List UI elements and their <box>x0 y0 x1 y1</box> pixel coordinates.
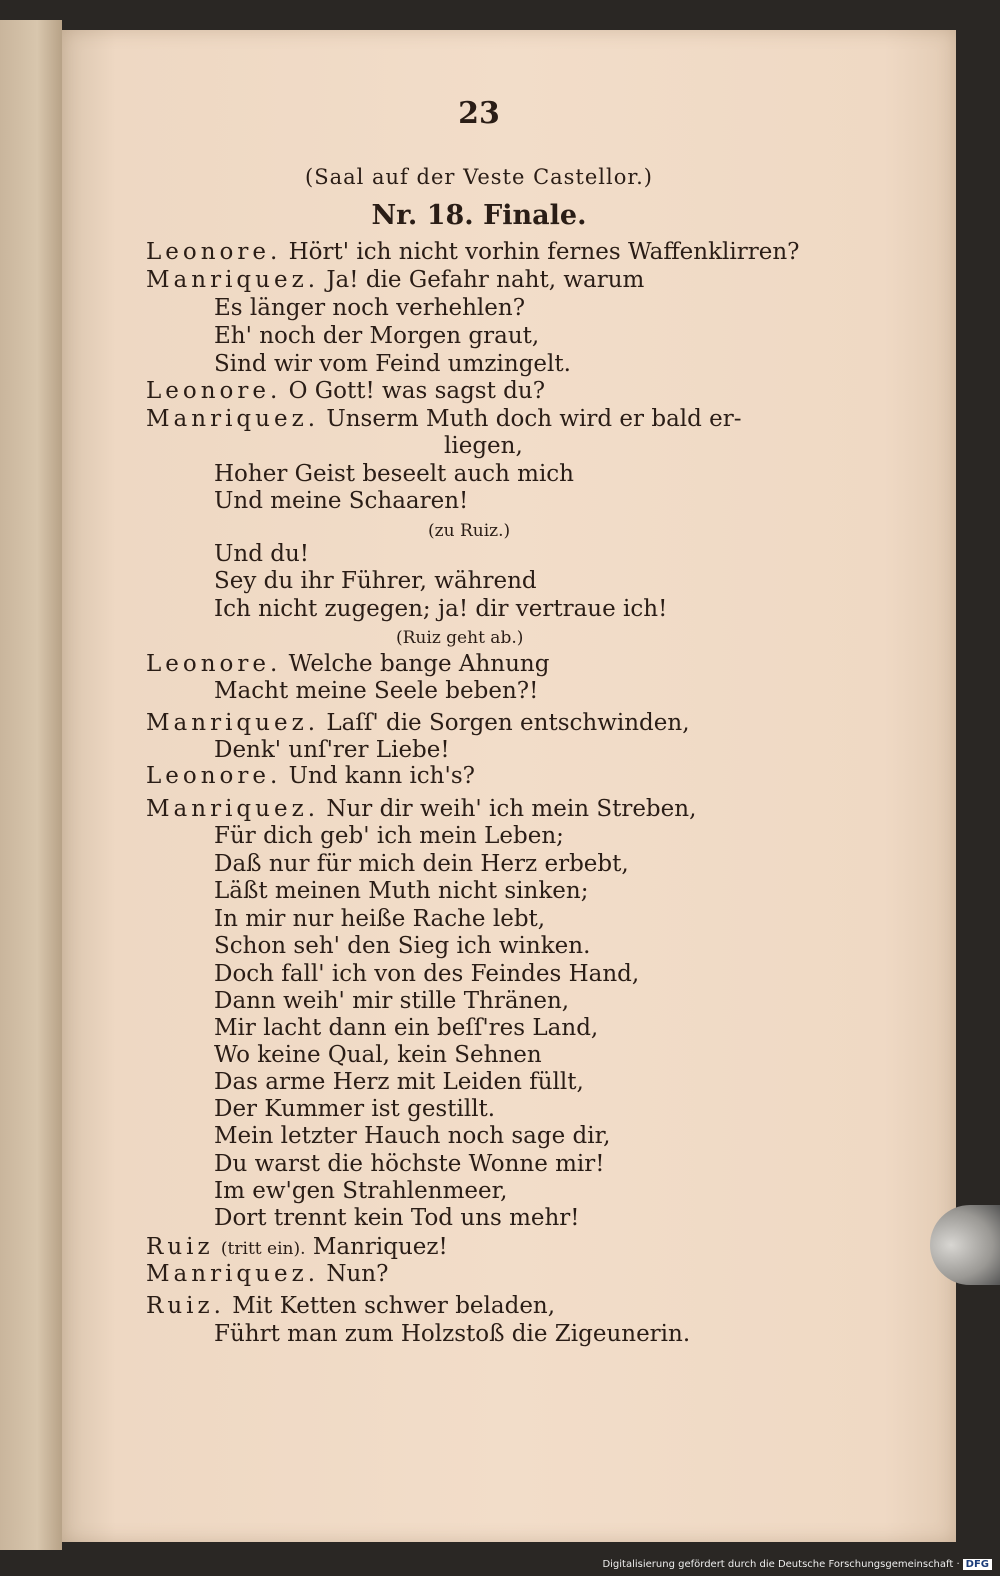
speaker-name: Leonore. <box>146 239 282 265</box>
speaker-name: Manriquez. <box>146 710 320 736</box>
page-clip <box>930 1205 1000 1285</box>
speaker-name: Leonore. <box>146 378 282 404</box>
line-text: Mit Ketten schwer beladen, <box>232 1293 556 1319</box>
text-line: Mir lacht dann ein beſſ'res Land, <box>214 1015 599 1041</box>
text-line: Doch fall' ich von des Feindes Hand, <box>214 961 640 987</box>
text-line: Hoher Geist beseelt auch mich <box>214 461 574 487</box>
line-text: Nun? <box>326 1261 389 1287</box>
page-number: 23 <box>458 96 500 131</box>
speaker-name: Manriquez. <box>146 1261 320 1287</box>
text-line: Schon seh' den Sieg ich winken. <box>214 933 591 959</box>
text-line <box>146 709 690 737</box>
text-line: Sey du ihr Führer, während <box>214 568 537 594</box>
text-line: Im ew'gen Strahlenmeer, <box>214 1178 508 1204</box>
stage-direction: (tritt ein). <box>220 1239 306 1259</box>
text-line <box>146 1233 448 1263</box>
text-line: Ich nicht zugegen; ja! dir vertraue ich! <box>214 596 668 622</box>
text-line: Der Kummer ist gestillt. <box>214 1096 496 1122</box>
speaker-name: Ruiz. <box>146 1293 225 1319</box>
text-line: Das arme Herz mit Leiden füllt, <box>214 1069 584 1095</box>
line-text: Unserm Muth doch wird er bald er- <box>326 406 742 432</box>
text-line <box>146 795 696 823</box>
stage-direction: (zu Ruiz.) <box>428 521 511 541</box>
speaker-name: Leonore. <box>146 651 282 677</box>
text-line: Und meine Schaaren! <box>214 488 469 514</box>
digitization-credit <box>602 1559 992 1570</box>
text-line <box>146 238 799 266</box>
text-line <box>146 405 742 433</box>
text-line <box>146 1292 555 1320</box>
speaker-name: Leonore. <box>146 763 282 789</box>
text-line <box>146 762 475 790</box>
text-line: Denk' unſ'rer Liebe! <box>214 737 450 763</box>
line-text: Laſſ' die Sorgen entschwinden, <box>326 710 690 736</box>
text-line: Läßt meinen Muth nicht sinken; <box>214 878 589 904</box>
line-text: O Gott! was sagst du? <box>288 378 546 404</box>
line-text: Und kann ich's? <box>288 763 475 789</box>
text-line: Macht meine Seele beben?! <box>214 678 539 704</box>
dfg-logo: DFG <box>963 1559 992 1570</box>
text-line: Es länger noch verhehlen? <box>214 295 526 321</box>
text-line: Sind wir vom Feind umzingelt. <box>214 351 571 377</box>
text-line: Führt man zum Holzstoß die Zigeunerin. <box>214 1321 691 1347</box>
text-line: Du warst die höchste Wonne mir! <box>214 1151 605 1177</box>
text-line: Mein letzter Hauch noch sage dir, <box>214 1123 611 1149</box>
text-line <box>146 650 549 678</box>
speaker-name: Manriquez. <box>146 796 320 822</box>
text-line <box>146 266 644 294</box>
speaker-name: Manriquez. <box>146 406 320 432</box>
number-title: Nr. 18. Finale. <box>371 200 587 231</box>
line-text: Manriquez! <box>312 1234 448 1260</box>
credit-text: Digitalisierung gefördert durch die Deutsche Forschungsgemeinschaft · <box>602 1559 960 1570</box>
text-line: Für dich geb' ich mein Leben; <box>214 823 564 849</box>
line-text: Nur dir weih' ich mein Streben, <box>326 796 697 822</box>
stage-direction: (Ruiz geht ab.) <box>396 628 524 648</box>
text-line: Eh' noch der Morgen graut, <box>214 323 540 349</box>
line-text: Hört' ich nicht vorhin fernes Waffenklirren? <box>288 239 800 265</box>
text-line: Dann weih' mir stille Thränen, <box>214 988 570 1014</box>
line-text: Ja! die Gefahr naht, warum <box>326 267 645 293</box>
text-line <box>146 377 545 405</box>
line-text: Welche bange Ahnung <box>288 651 550 677</box>
scene-heading: (Saal auf der Veste Castellor.) <box>305 165 653 189</box>
facing-page-edge <box>0 20 62 1550</box>
speaker-name: Ruiz <box>146 1234 214 1260</box>
text-line: Dort trennt kein Tod uns mehr! <box>214 1205 580 1231</box>
text-line <box>146 1260 388 1288</box>
speaker-name: Manriquez. <box>146 267 320 293</box>
text-line: Und du! <box>214 541 310 567</box>
text-line: In mir nur heiße Rache lebt, <box>214 906 546 932</box>
text-line: Wo keine Qual, kein Sehnen <box>214 1042 542 1068</box>
text-line: Daß nur für mich dein Herz erbebt, <box>214 851 629 877</box>
text-line: liegen, <box>444 433 523 459</box>
